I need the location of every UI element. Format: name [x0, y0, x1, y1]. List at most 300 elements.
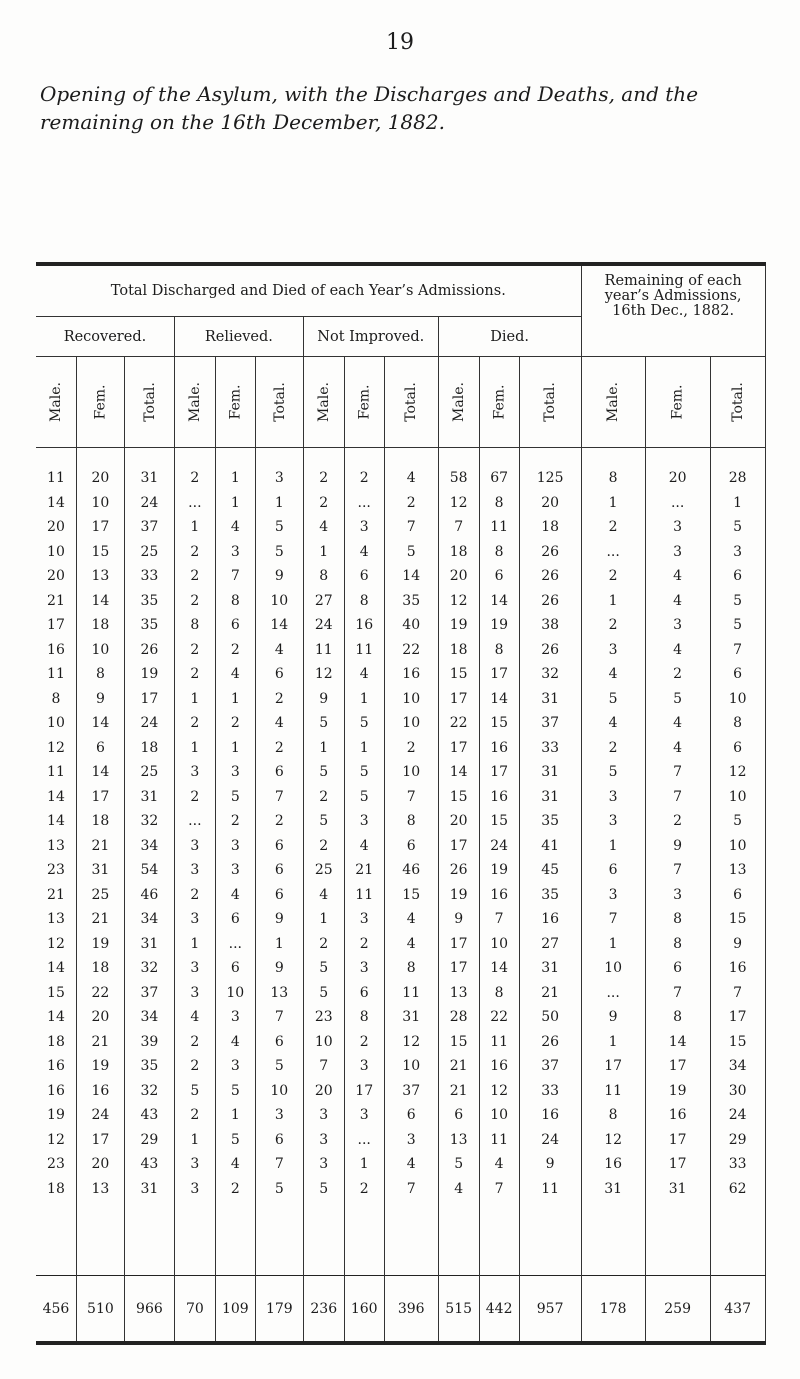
total-cell: 456 — [36, 1276, 76, 1344]
table-cell: 13 — [438, 981, 479, 1006]
table-cell: 25 — [303, 858, 344, 883]
table-cell: 14 — [479, 589, 519, 614]
table-cell: 13 — [76, 1177, 124, 1202]
table-cell: 3 — [255, 466, 303, 491]
table-cell: 2 — [174, 638, 215, 663]
table-cell: 25 — [76, 883, 124, 908]
table-cell: 16 — [519, 1103, 581, 1128]
table-cell: 2 — [255, 687, 303, 712]
table-row — [36, 883, 765, 908]
table-cell: 8 — [303, 564, 344, 589]
table-row — [36, 981, 765, 1006]
table-cell: 13 — [47, 911, 65, 928]
table-cell: 4 — [215, 883, 255, 908]
subheader-label: Fem. — [227, 384, 244, 420]
table-cell: 43 — [124, 1152, 174, 1177]
table-cell: 3 — [174, 907, 215, 932]
table-row — [36, 1054, 765, 1079]
table-cell: 24 — [124, 711, 174, 736]
table-cell: 16 — [581, 1152, 645, 1177]
table-cell: 25 — [124, 760, 174, 785]
table-cell: 16 — [47, 1058, 65, 1075]
table-cell: 23 — [303, 1005, 344, 1030]
table-cell: 5 — [581, 687, 645, 712]
table-cell: 17 — [645, 1054, 710, 1079]
spacer-cell — [215, 448, 255, 467]
total-cell: 966 — [124, 1276, 174, 1344]
table-cell: 5 — [710, 589, 765, 614]
table-cell: 20 — [645, 466, 710, 491]
table-cell: 10 — [581, 956, 645, 981]
table-cell: 11 — [479, 1128, 519, 1153]
table-row — [36, 1177, 765, 1202]
table-cell: 2 — [174, 711, 215, 736]
total-cell: 515 — [438, 1276, 479, 1344]
table-cell: 3 — [215, 540, 255, 565]
table-cell: 2 — [344, 1177, 384, 1202]
table-cell: 7 — [479, 907, 519, 932]
table-cell: 3 — [581, 785, 645, 810]
table-cell: 3 — [645, 515, 710, 540]
total-cell: 179 — [255, 1276, 303, 1344]
table-cell: 9 — [438, 907, 479, 932]
table-cell: 7 — [710, 638, 765, 663]
table-cell: 34 — [124, 1005, 174, 1030]
table-cell: 6 — [255, 760, 303, 785]
table-cell: 3 — [215, 760, 255, 785]
table-cell: 6 — [710, 883, 765, 908]
table-cell: 3 — [255, 1103, 303, 1128]
table-cell: 8 — [479, 540, 519, 565]
table-cell: 12 — [303, 662, 344, 687]
table-cell: 5 — [255, 540, 303, 565]
table-cell: 12 — [479, 1079, 519, 1104]
spacer-cell — [344, 1201, 384, 1276]
table-row — [36, 515, 765, 540]
table-row — [36, 736, 765, 761]
table-cell: 1 — [581, 1030, 645, 1055]
table-cell: 19 — [479, 858, 519, 883]
total-cell: 442 — [479, 1276, 519, 1344]
table-row — [36, 564, 765, 589]
table-cell: 1 — [215, 466, 255, 491]
table-cell: 5 — [215, 1079, 255, 1104]
spacer-cell — [384, 448, 438, 467]
table-cell: 17 — [438, 736, 479, 761]
table-cell: 21 — [47, 886, 65, 903]
table-cell: 17 — [344, 1079, 384, 1104]
table-cell: 20 — [47, 568, 65, 585]
table-cell: 16 — [344, 613, 384, 638]
table-cell: 6 — [710, 736, 765, 761]
table-cell: 18 — [47, 1033, 65, 1050]
table-cell: 3 — [581, 809, 645, 834]
table-cell: 17 — [438, 956, 479, 981]
table-cell: 16 — [479, 736, 519, 761]
table-cell: 34 — [124, 907, 174, 932]
table-cell: 6 — [438, 1103, 479, 1128]
table-cell: 15 — [479, 809, 519, 834]
table-cell: 19 — [76, 1054, 124, 1079]
table-cell: 12 — [438, 589, 479, 614]
table-cell: 19 — [124, 662, 174, 687]
spacer-cell — [255, 1201, 303, 1276]
table-cell: 3 — [344, 956, 384, 981]
table-cell: 3 — [215, 834, 255, 859]
table-cell: 8 — [479, 638, 519, 663]
table-cell: 125 — [519, 466, 581, 491]
table-cell: 8 — [215, 589, 255, 614]
subheader-label: Total. — [542, 382, 559, 422]
spacer-cell — [255, 448, 303, 467]
table-cell: 2 — [174, 1054, 215, 1079]
table-cell: 3 — [174, 1152, 215, 1177]
table-cell: 10 — [384, 760, 438, 785]
table-cell: 2 — [344, 932, 384, 957]
table-cell: 7 — [438, 515, 479, 540]
table-row — [36, 589, 765, 614]
table-cell: 6 — [255, 858, 303, 883]
spacer-cell — [519, 448, 581, 467]
table-cell: 17 — [645, 1152, 710, 1177]
subheader-fem — [344, 357, 384, 448]
table-cell: 32 — [519, 662, 581, 687]
table-cell: 12 — [438, 491, 479, 516]
table-cell: 4 — [384, 466, 438, 491]
table-cell: 2 — [174, 662, 215, 687]
group-recovered: Recovered. — [36, 317, 174, 357]
table-cell: 3 — [174, 956, 215, 981]
table-cell: 31 — [519, 956, 581, 981]
table-cell: 2 — [581, 515, 645, 540]
table-cell: 22 — [438, 711, 479, 736]
subheader-male — [581, 357, 645, 448]
table-cell: 2 — [581, 564, 645, 589]
table-cell: 10 — [384, 711, 438, 736]
table-cell: 16 — [384, 662, 438, 687]
table-cell: 13 — [438, 1128, 479, 1153]
spacer-cell — [710, 448, 765, 467]
spacer-cell — [344, 448, 384, 467]
table-cell: 1 — [174, 687, 215, 712]
subheader-label: Male. — [605, 382, 622, 422]
table-cell: 21 — [76, 834, 124, 859]
table-cell: 10 — [255, 589, 303, 614]
subheader-label: Total. — [729, 382, 746, 422]
table-cell: 33 — [124, 564, 174, 589]
table-cell: 12 — [47, 1131, 65, 1148]
table-cell: 2 — [174, 1030, 215, 1055]
total-cell: 236 — [303, 1276, 344, 1344]
spacer-cell — [124, 448, 174, 467]
table-cell: 10 — [384, 1054, 438, 1079]
table-cell: 14 — [76, 760, 124, 785]
table-cell: 3 — [215, 1054, 255, 1079]
table-cell: 11 — [479, 515, 519, 540]
table-cell: 2 — [303, 785, 344, 810]
table-cell: 7 — [255, 1005, 303, 1030]
table-cell: 1 — [344, 1152, 384, 1177]
table-cell: 4 — [255, 638, 303, 663]
table-cell: 31 — [519, 687, 581, 712]
table-cell: 58 — [438, 466, 479, 491]
table-cell: 37 — [384, 1079, 438, 1104]
subheader-label: Total. — [271, 382, 288, 422]
table-cell: ... — [581, 540, 645, 565]
table-cell: 5 — [303, 711, 344, 736]
table-row — [36, 662, 765, 687]
table-cell: 2 — [344, 1030, 384, 1055]
table-cell: 1 — [581, 932, 645, 957]
table-cell: 2 — [174, 785, 215, 810]
table-cell: 35 — [519, 883, 581, 908]
table-cell: 2 — [303, 466, 344, 491]
subheader-total — [255, 357, 303, 448]
table-cell: 14 — [438, 760, 479, 785]
table-cell: 26 — [519, 1030, 581, 1055]
table-cell: 4 — [215, 662, 255, 687]
table-cell: 5 — [344, 785, 384, 810]
table-cell: 2 — [174, 1103, 215, 1128]
table-cell: 3 — [344, 907, 384, 932]
table-cell: 5 — [438, 1152, 479, 1177]
table-cell: 16 — [76, 1079, 124, 1104]
table-cell: 13 — [76, 564, 124, 589]
table-cell: 8 — [479, 981, 519, 1006]
table-cell: 4 — [479, 1152, 519, 1177]
subheader-label: Total. — [403, 382, 420, 422]
table-cell: 3 — [303, 1152, 344, 1177]
table-cell: 3 — [645, 540, 710, 565]
table-cell: 6 — [255, 834, 303, 859]
remaining-heading-line-2: year’s Admissions, — [604, 288, 742, 304]
spacer-cell — [581, 448, 645, 467]
table-cell: 3 — [174, 858, 215, 883]
table-cell: 19 — [47, 1107, 65, 1124]
table-row — [36, 858, 765, 883]
table-cell: 1 — [255, 932, 303, 957]
table-cell: 15 — [710, 1030, 765, 1055]
table-cell: 6 — [344, 981, 384, 1006]
table-cell: 3 — [174, 834, 215, 859]
table-cell: 5 — [303, 956, 344, 981]
table-cell: 11 — [47, 764, 65, 781]
table-cell: 5 — [303, 1177, 344, 1202]
spacer-cell — [124, 1201, 174, 1276]
spacer-cell — [303, 448, 344, 467]
table-cell: 37 — [519, 711, 581, 736]
page-number: 19 — [386, 30, 414, 55]
table-cell: 5 — [645, 687, 710, 712]
table-cell: 2 — [215, 1177, 255, 1202]
table-cell: 13 — [710, 858, 765, 883]
table-cell: 24 — [76, 1103, 124, 1128]
table-cell: 7 — [255, 1152, 303, 1177]
table-cell: 8 — [710, 711, 765, 736]
table-cell: 25 — [124, 540, 174, 565]
table-cell: 43 — [124, 1103, 174, 1128]
table-cell: 6 — [581, 858, 645, 883]
table-cell: 5 — [710, 809, 765, 834]
table-cell: 37 — [124, 981, 174, 1006]
table-cell: 5 — [255, 1054, 303, 1079]
table-cell: 8 — [645, 907, 710, 932]
table-cell: 4 — [303, 883, 344, 908]
table-cell: 35 — [384, 589, 438, 614]
table-cell: 11 — [47, 470, 65, 487]
table-cell: 8 — [581, 1103, 645, 1128]
subheader-fem — [76, 357, 124, 448]
table-cell: 8 — [645, 1005, 710, 1030]
table-cell: 27 — [519, 932, 581, 957]
table-cell: 24 — [710, 1103, 765, 1128]
table-cell: 7 — [255, 785, 303, 810]
table-cell: ... — [344, 491, 384, 516]
table-cell: 23 — [47, 862, 65, 879]
table-cell: 5 — [581, 760, 645, 785]
spacer-cell — [36, 1201, 76, 1276]
group-relieved: Relieved. — [174, 317, 303, 357]
table-cell: 22 — [479, 1005, 519, 1030]
table-cell: 18 — [124, 736, 174, 761]
table-cell: 9 — [710, 932, 765, 957]
total-cell: 957 — [519, 1276, 581, 1344]
table-cell: 2 — [215, 638, 255, 663]
spacer-cell — [645, 1201, 710, 1276]
table-cell: 14 — [47, 813, 65, 830]
table-cell: 3 — [174, 1177, 215, 1202]
table-cell: 28 — [710, 466, 765, 491]
table-cell: 10 — [303, 1030, 344, 1055]
table-cell: 24 — [519, 1128, 581, 1153]
table-cell: 11 — [519, 1177, 581, 1202]
table-cell: 19 — [438, 883, 479, 908]
table-cell: 15 — [384, 883, 438, 908]
table-cell: 3 — [344, 1054, 384, 1079]
table-cell: 31 — [124, 932, 174, 957]
table-cell: 2 — [215, 809, 255, 834]
table-cell: 21 — [519, 981, 581, 1006]
table-cell: 4 — [645, 564, 710, 589]
subheader-total — [124, 357, 174, 448]
subheader-fem — [645, 357, 710, 448]
table-cell: 20 — [519, 491, 581, 516]
table-cell: 5 — [303, 981, 344, 1006]
table-cell: 6 — [479, 564, 519, 589]
table-cell: 10 — [47, 543, 65, 560]
table-cell: 18 — [76, 809, 124, 834]
table-cell: 6 — [384, 1103, 438, 1128]
table-cell: 67 — [479, 466, 519, 491]
table-cell: 18 — [76, 956, 124, 981]
table-cell: 35 — [124, 1054, 174, 1079]
table-cell: 3 — [581, 883, 645, 908]
table-cell: 50 — [519, 1005, 581, 1030]
table-cell: 17 — [76, 1128, 124, 1153]
table-cell: 9 — [255, 907, 303, 932]
table-cell: 10 — [710, 785, 765, 810]
table-cell: 2 — [174, 466, 215, 491]
table-cell: 19 — [645, 1079, 710, 1104]
spacer-cell — [76, 448, 124, 467]
table-cell: 21 — [438, 1079, 479, 1104]
table-row — [36, 809, 765, 834]
table-cell: 20 — [76, 1005, 124, 1030]
table-cell: 31 — [124, 785, 174, 810]
table-cell: 26 — [519, 638, 581, 663]
table-cell: 40 — [384, 613, 438, 638]
table-cell: 31 — [124, 1177, 174, 1202]
table-cell: 17 — [710, 1005, 765, 1030]
table-cell: 38 — [519, 613, 581, 638]
table-cell: 5 — [303, 760, 344, 785]
table-cell: 2 — [303, 834, 344, 859]
table-cell: 19 — [438, 613, 479, 638]
table-cell: 2 — [303, 932, 344, 957]
table-cell: 4 — [384, 1152, 438, 1177]
table-cell: 32 — [124, 1079, 174, 1104]
table-cell: 27 — [303, 589, 344, 614]
subheader-total — [384, 357, 438, 448]
table-cell: 11 — [303, 638, 344, 663]
table-cell: 3 — [215, 858, 255, 883]
table-cell: 17 — [645, 1128, 710, 1153]
subheader-label: Male. — [450, 382, 467, 422]
table-cell: 6 — [255, 883, 303, 908]
table-cell: 29 — [710, 1128, 765, 1153]
table-cell: 10 — [710, 834, 765, 859]
table-cell: 10 — [479, 1103, 519, 1128]
caption-line-2: remaining on the 16th December, 1882. — [40, 110, 445, 134]
table-cell: 1 — [215, 1103, 255, 1128]
table-cell: 24 — [303, 613, 344, 638]
table-cell: 26 — [519, 564, 581, 589]
table-cell: 4 — [215, 1030, 255, 1055]
table-cell: 5 — [255, 515, 303, 540]
table-cell: 8 — [581, 466, 645, 491]
table-cell: 21 — [76, 1030, 124, 1055]
table-cell: 2 — [174, 564, 215, 589]
table-cell: 4 — [645, 736, 710, 761]
total-cell: 178 — [581, 1276, 645, 1344]
table-cell: 5 — [344, 760, 384, 785]
table-cell: 1 — [581, 834, 645, 859]
table-cell: 1 — [215, 736, 255, 761]
table-cell: 9 — [303, 687, 344, 712]
table-cell: 2 — [215, 711, 255, 736]
table-cell: 10 — [384, 687, 438, 712]
table-cell: 2 — [303, 491, 344, 516]
table-cell: 3 — [344, 1103, 384, 1128]
table-cell: 17 — [124, 687, 174, 712]
table-cell: 3 — [645, 613, 710, 638]
table-cell: 26 — [438, 858, 479, 883]
table-cell: 46 — [124, 883, 174, 908]
table-cell: 10 — [255, 1079, 303, 1104]
table-cell: 9 — [255, 564, 303, 589]
table-cell: 18 — [438, 540, 479, 565]
table-cell: 2 — [255, 736, 303, 761]
table-cell: 6 — [344, 564, 384, 589]
table-cell: 20 — [76, 1152, 124, 1177]
spacer-cell — [479, 1201, 519, 1276]
table-cell: 6 — [255, 1128, 303, 1153]
table-cell: 22 — [384, 638, 438, 663]
table-cell: 1 — [174, 515, 215, 540]
table-cell: 17 — [479, 760, 519, 785]
table-cell: 20 — [438, 809, 479, 834]
table-cell: 16 — [47, 641, 65, 658]
